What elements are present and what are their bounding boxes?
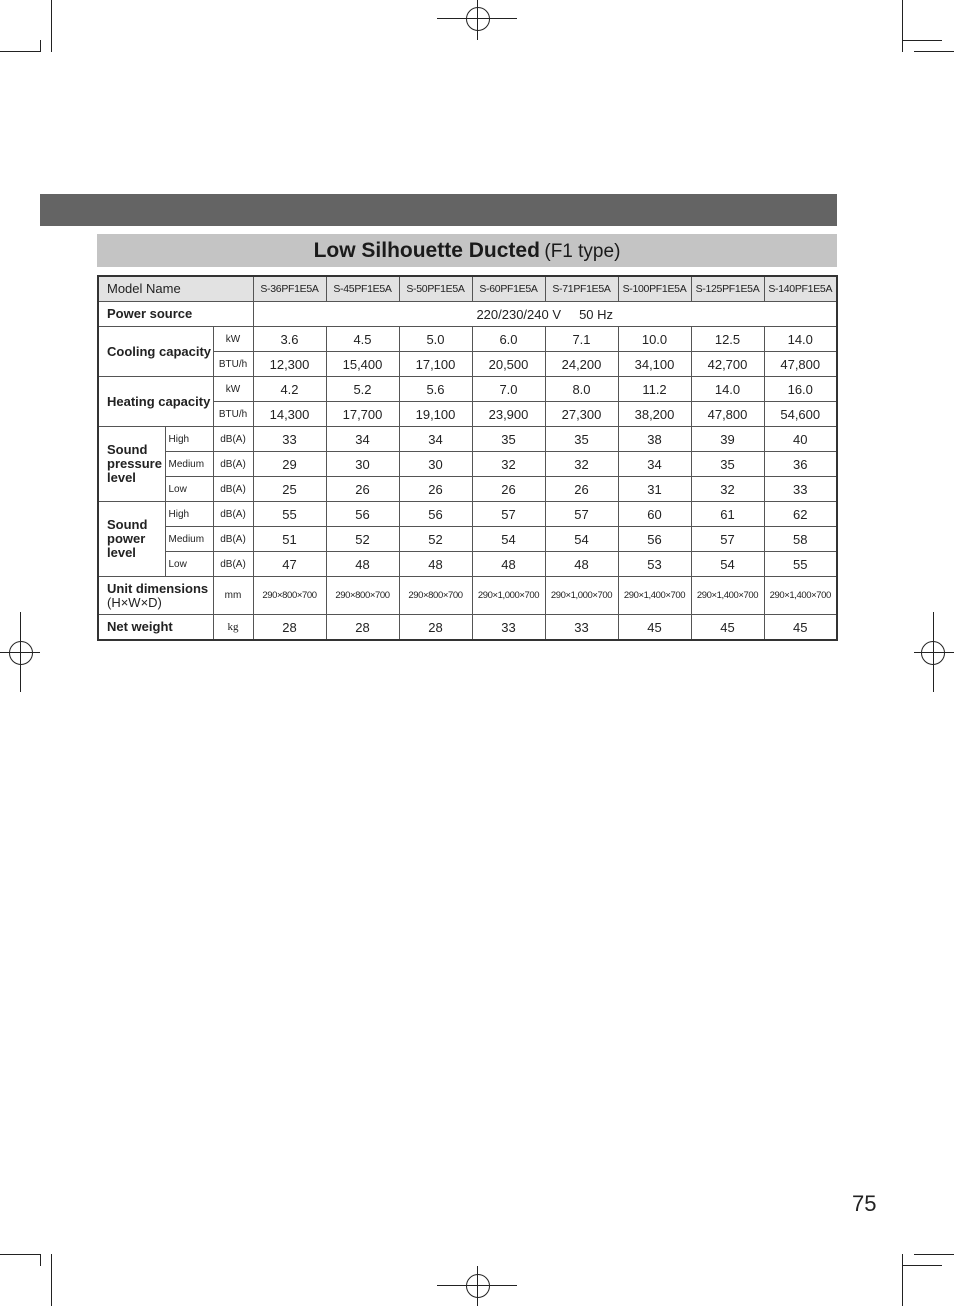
value-cell: 51 [253, 527, 326, 552]
unit-cell: BTU/h [213, 352, 253, 377]
value-cell: 28 [253, 615, 326, 641]
unit-cell: dB(A) [213, 477, 253, 502]
level-cell: Medium [165, 527, 213, 552]
value-cell: 34 [618, 452, 691, 477]
model-cell: S-60PF1E5A [472, 276, 545, 302]
value-cell: 26 [399, 477, 472, 502]
value-cell: 32 [472, 452, 545, 477]
unit-cell: mm [213, 577, 253, 615]
value-cell: 7.1 [545, 327, 618, 352]
value-cell: 53 [618, 552, 691, 577]
value-cell: 36 [764, 452, 837, 477]
value-cell: 4.5 [326, 327, 399, 352]
model-cell: S-36PF1E5A [253, 276, 326, 302]
value-cell: 35 [691, 452, 764, 477]
unit-cell: dB(A) [213, 452, 253, 477]
unit-dimensions-label [98, 577, 213, 615]
value-cell: 47 [253, 552, 326, 577]
value-cell: 11.2 [618, 377, 691, 402]
swl-high-row [98, 502, 837, 527]
page-title [97, 234, 837, 267]
page-number: 75 [852, 1191, 877, 1216]
unit-cell: kW [213, 377, 253, 402]
value-cell: 34 [399, 427, 472, 452]
value-cell: 54 [545, 527, 618, 552]
spl-high-row [98, 427, 837, 452]
value-cell: 35 [472, 427, 545, 452]
value-cell: 57 [472, 502, 545, 527]
value-cell: 20,500 [472, 352, 545, 377]
dimension-cell: 290×800×700 [253, 577, 326, 615]
value-cell: 52 [399, 527, 472, 552]
value-cell: 55 [764, 552, 837, 577]
spec-table [97, 275, 838, 641]
unit-cell: BTU/h [213, 402, 253, 427]
value-cell: 34,100 [618, 352, 691, 377]
title-sub: (F1 type) [544, 241, 621, 262]
unit-cell: dB(A) [213, 527, 253, 552]
cooling-capacity-label: Cooling capacity [98, 327, 213, 377]
value-cell: 4.2 [253, 377, 326, 402]
value-cell: 54,600 [764, 402, 837, 427]
model-name-label: Model Name [98, 276, 253, 302]
value-cell: 52 [326, 527, 399, 552]
value-cell: 10.0 [618, 327, 691, 352]
sound-pressure-label: Sound pressure level [98, 427, 165, 502]
value-cell: 61 [691, 502, 764, 527]
unit-cell: kg [213, 615, 253, 641]
value-cell: 26 [472, 477, 545, 502]
value-cell: 56 [399, 502, 472, 527]
value-cell: 47,800 [764, 352, 837, 377]
dimension-cell: 290×1,400×700 [691, 577, 764, 615]
value-cell: 28 [326, 615, 399, 641]
value-cell: 34 [326, 427, 399, 452]
value-cell: 48 [545, 552, 618, 577]
value-cell: 60 [618, 502, 691, 527]
value-cell: 58 [764, 527, 837, 552]
dimension-cell: 290×1,400×700 [764, 577, 837, 615]
value-cell: 48 [472, 552, 545, 577]
value-cell: 33 [253, 427, 326, 452]
power-source-label: Power source [98, 302, 253, 327]
value-cell: 38 [618, 427, 691, 452]
value-cell: 12,300 [253, 352, 326, 377]
value-cell: 17,700 [326, 402, 399, 427]
value-cell: 39 [691, 427, 764, 452]
value-cell: 32 [545, 452, 618, 477]
unit-cell: dB(A) [213, 502, 253, 527]
title-main: Low Silhouette Ducted [313, 239, 540, 262]
value-cell: 38,200 [618, 402, 691, 427]
value-cell: 5.6 [399, 377, 472, 402]
value-cell: 57 [545, 502, 618, 527]
heating-capacity-label: Heating capacity [98, 377, 213, 427]
net-weight-row [98, 615, 837, 641]
value-cell: 42,700 [691, 352, 764, 377]
value-cell: 14.0 [764, 327, 837, 352]
value-cell: 33 [545, 615, 618, 641]
dimensions-row [98, 577, 837, 615]
value-cell: 47,800 [691, 402, 764, 427]
value-cell: 5.2 [326, 377, 399, 402]
value-cell: 28 [399, 615, 472, 641]
value-cell: 12.5 [691, 327, 764, 352]
level-cell: Medium [165, 452, 213, 477]
model-cell: S-125PF1E5A [691, 276, 764, 302]
value-cell: 40 [764, 427, 837, 452]
value-cell: 45 [691, 615, 764, 641]
level-cell: High [165, 502, 213, 527]
spl-low-row [98, 477, 837, 502]
value-cell: 25 [253, 477, 326, 502]
model-cell: S-100PF1E5A [618, 276, 691, 302]
value-cell: 14,300 [253, 402, 326, 427]
value-cell: 29 [253, 452, 326, 477]
value-cell: 31 [618, 477, 691, 502]
heating-kw-row [98, 377, 837, 402]
dimension-cell: 290×1,000×700 [472, 577, 545, 615]
value-cell: 45 [618, 615, 691, 641]
model-cell: S-140PF1E5A [764, 276, 837, 302]
value-cell: 19,100 [399, 402, 472, 427]
net-weight-label: Net weight [98, 615, 213, 641]
value-cell: 56 [326, 502, 399, 527]
value-cell: 57 [691, 527, 764, 552]
value-cell: 5.0 [399, 327, 472, 352]
unit-cell: dB(A) [213, 552, 253, 577]
value-cell: 26 [545, 477, 618, 502]
model-cell: S-45PF1E5A [326, 276, 399, 302]
value-cell: 17,100 [399, 352, 472, 377]
sound-power-label: Sound power level [98, 502, 165, 577]
value-cell: 54 [472, 527, 545, 552]
header-band [40, 194, 837, 226]
spl-medium-row [98, 452, 837, 477]
value-cell: 33 [472, 615, 545, 641]
value-cell: 33 [764, 477, 837, 502]
value-cell: 16.0 [764, 377, 837, 402]
swl-medium-row [98, 527, 837, 552]
unit-cell: kW [213, 327, 253, 352]
value-cell: 35 [545, 427, 618, 452]
value-cell: 27,300 [545, 402, 618, 427]
value-cell: 7.0 [472, 377, 545, 402]
unit-dimensions-title: Unit dimensions [107, 580, 209, 596]
model-row [98, 276, 837, 302]
value-cell: 8.0 [545, 377, 618, 402]
dimension-cell: 290×800×700 [326, 577, 399, 615]
model-cell: S-50PF1E5A [399, 276, 472, 302]
swl-low-row [98, 552, 837, 577]
unit-cell: dB(A) [213, 427, 253, 452]
value-cell: 26 [326, 477, 399, 502]
level-cell: Low [165, 477, 213, 502]
value-cell: 3.6 [253, 327, 326, 352]
value-cell: 30 [399, 452, 472, 477]
value-cell: 24,200 [545, 352, 618, 377]
power-source-value: 220/230/240 V 50 Hz [253, 302, 837, 327]
value-cell: 56 [618, 527, 691, 552]
power-source-row [98, 302, 837, 327]
value-cell: 14.0 [691, 377, 764, 402]
dimension-cell: 290×800×700 [399, 577, 472, 615]
value-cell: 62 [764, 502, 837, 527]
model-cell: S-71PF1E5A [545, 276, 618, 302]
value-cell: 30 [326, 452, 399, 477]
value-cell: 15,400 [326, 352, 399, 377]
value-cell: 48 [399, 552, 472, 577]
cooling-kw-row [98, 327, 837, 352]
unit-dimensions-sub: (H×W×D) [107, 594, 162, 610]
value-cell: 54 [691, 552, 764, 577]
value-cell: 23,900 [472, 402, 545, 427]
value-cell: 6.0 [472, 327, 545, 352]
dimension-cell: 290×1,000×700 [545, 577, 618, 615]
level-cell: Low [165, 552, 213, 577]
value-cell: 32 [691, 477, 764, 502]
dimension-cell: 290×1,400×700 [618, 577, 691, 615]
level-cell: High [165, 427, 213, 452]
value-cell: 45 [764, 615, 837, 641]
value-cell: 55 [253, 502, 326, 527]
value-cell: 48 [326, 552, 399, 577]
